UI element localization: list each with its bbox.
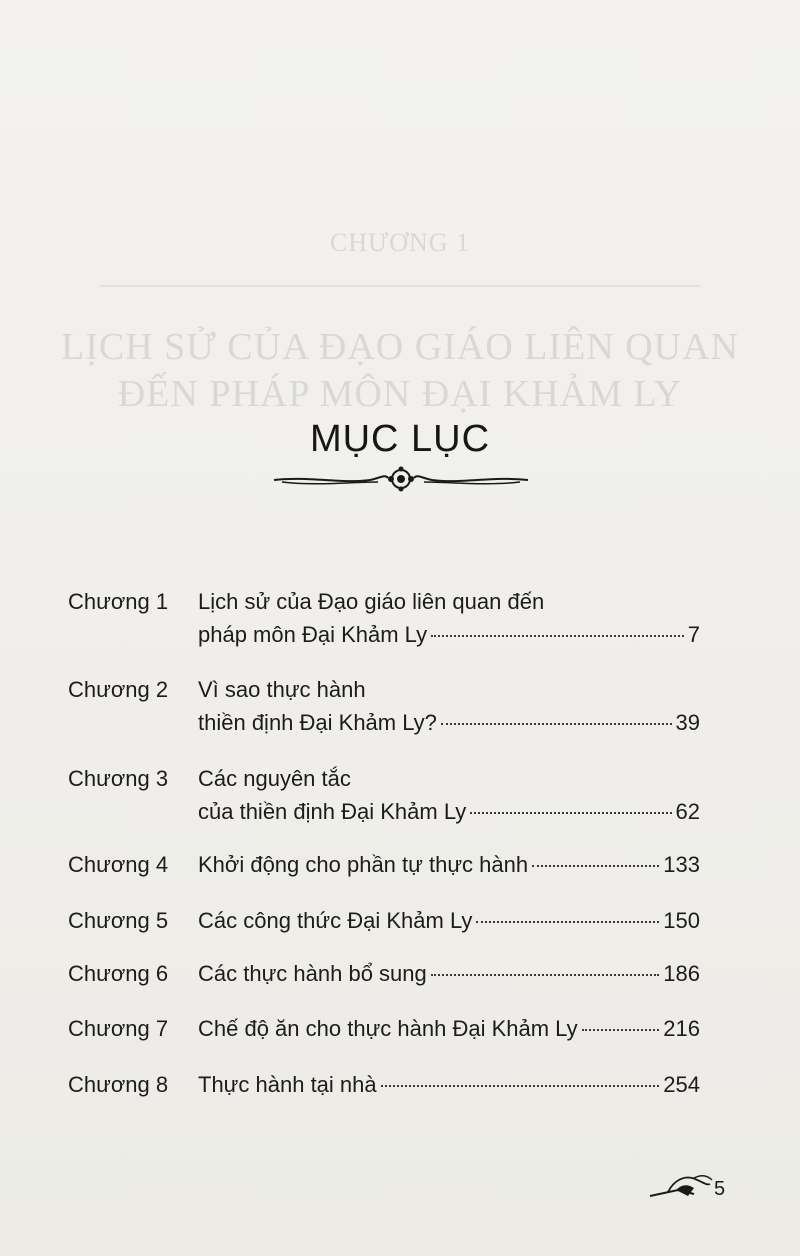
dot-leader bbox=[431, 974, 660, 976]
page-ref: 7 bbox=[687, 622, 700, 647]
entry-title: Khởi động cho phần tự thực hành bbox=[198, 852, 529, 877]
crane-ornament-icon bbox=[648, 1170, 714, 1202]
show-through-chapter: CHƯƠNG 1 bbox=[329, 228, 471, 257]
dot-leader bbox=[532, 865, 659, 867]
entry-title: Các thực hành bổ sung bbox=[198, 961, 427, 986]
entry-title: Các công thức Đại Khảm Ly bbox=[198, 908, 473, 933]
entry-title-line-1: Lịch sử của Đạo giáo liên quan đến bbox=[198, 589, 545, 614]
chapter-label: Chương 2 bbox=[68, 677, 169, 702]
entry-title-line-2: pháp môn Đại Khảm Ly bbox=[198, 622, 428, 647]
chapter-label: Chương 5 bbox=[68, 908, 169, 933]
dot-leader bbox=[441, 723, 672, 725]
dot-leader bbox=[476, 921, 659, 923]
show-through-title-line-2: ĐẾN PHÁP MÔN ĐẠI KHẢM LY bbox=[117, 373, 683, 415]
dot-leader bbox=[582, 1029, 660, 1031]
dot-leader bbox=[431, 635, 684, 637]
page-ref: 62 bbox=[675, 799, 700, 824]
entry-title-line-2: thiền định Đại Khảm Ly? bbox=[198, 710, 437, 735]
page-ref: 133 bbox=[663, 852, 700, 877]
entry-title-line-2: của thiền định Đại Khảm Ly bbox=[198, 799, 467, 824]
page-ref: 216 bbox=[663, 1016, 700, 1041]
show-through-title-line-1: LỊCH SỬ CỦA ĐẠO GIÁO LIÊN QUAN bbox=[60, 326, 739, 368]
dot-leader bbox=[470, 812, 671, 814]
toc-heading: MỤC LỤC bbox=[309, 418, 491, 460]
page-ref: 254 bbox=[663, 1072, 700, 1097]
chapter-label: Chương 3 bbox=[68, 766, 169, 791]
entry-title: Thực hành tại nhà bbox=[198, 1072, 377, 1097]
page-number: 5 bbox=[714, 1178, 726, 1200]
entry-title-line-1: Vì sao thực hành bbox=[198, 677, 366, 702]
entry-title: Chế độ ăn cho thực hành Đại Khảm Ly bbox=[198, 1016, 578, 1041]
page-ref: 186 bbox=[663, 961, 700, 986]
chapter-label: Chương 1 bbox=[68, 589, 169, 614]
dot-leader bbox=[381, 1085, 660, 1087]
page-ref: 39 bbox=[675, 710, 700, 735]
chapter-label: Chương 4 bbox=[68, 852, 169, 877]
chapter-label: Chương 6 bbox=[68, 961, 169, 986]
chapter-label: Chương 8 bbox=[68, 1072, 169, 1097]
entry-title-line-1: Các nguyên tắc bbox=[198, 766, 351, 791]
page-ref: 150 bbox=[663, 908, 700, 933]
chapter-label: Chương 7 bbox=[68, 1016, 169, 1041]
